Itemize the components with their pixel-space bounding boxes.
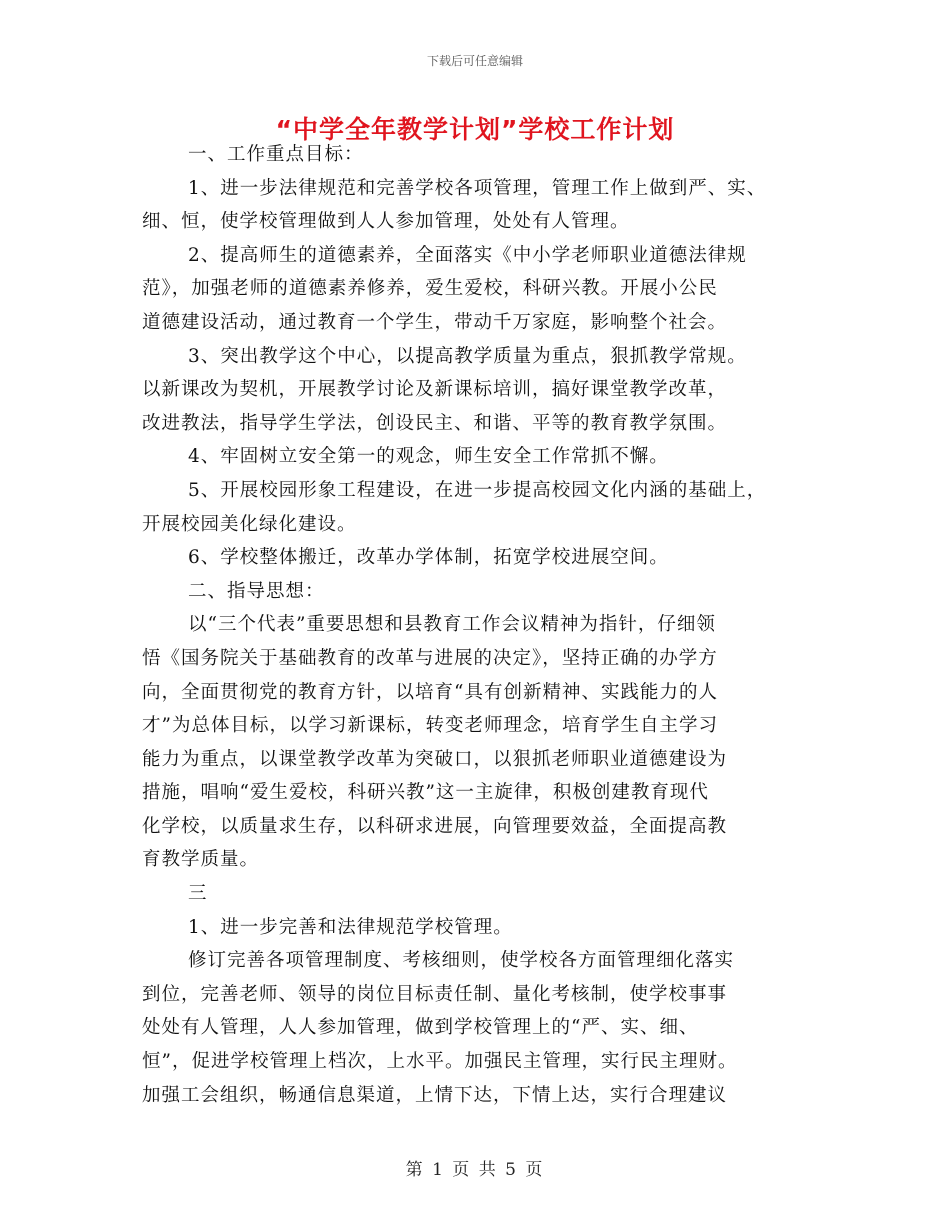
document-body bbox=[142, 138, 832, 1112]
text-line: 2、提高师生的道德素养，全面落实《中小学老师职业道德法律规 bbox=[188, 244, 747, 266]
text-line: 范》，加强老师的道德素养修养，爱生爱校，科研兴教。开展小公民 bbox=[142, 278, 718, 300]
text-line: 二、指导思想： bbox=[188, 580, 325, 602]
text-line: 化学校，以质量求生存，以科研求进展，向管理要效益，全面提高教 bbox=[142, 815, 728, 837]
text-line: 细、恒，使学校管理做到人人参加管理，处处有人管理。 bbox=[142, 211, 630, 233]
text-line: 3、突出教学这个中心，以提高教学质量为重点，狠抓教学常规。 bbox=[188, 345, 747, 367]
text-line: 修订完善各项管理制度、考核细则，使学校各方面管理细化落实 bbox=[188, 950, 735, 972]
text-line: 1、进一步完善和法律规范学校管理。 bbox=[188, 916, 513, 938]
text-line: 能力为重点，以课堂教学改革为突破口，以狠抓老师职业道德建设为 bbox=[142, 748, 728, 770]
text-line: 处处有人管理，人人参加管理，做到学校管理上的“严、实、细、 bbox=[142, 1017, 699, 1039]
text-line: 悟《国务院关于基础教育的改革与进展的决定》，坚持正确的办学方 bbox=[142, 647, 718, 669]
text-line: 4、牢固树立安全第一的观念，师生安全工作常抓不懈。 bbox=[188, 446, 669, 468]
text-line: 三 bbox=[188, 883, 208, 905]
text-line: 以新课改为契机，开展教学讨论及新课标培训，搞好课堂教学改革， bbox=[142, 379, 728, 401]
text-line: 改进教法，指导学生学法，创设民主、和谐、平等的教育教学氛围。 bbox=[142, 412, 728, 434]
page-header: 下载后可任意编辑 bbox=[426, 54, 523, 68]
text-line: 措施，唱响“爱生爱校，科研兴教”这一主旋律，积极创建教育现代 bbox=[142, 782, 709, 804]
text-line: 育教学质量。 bbox=[142, 849, 260, 871]
text-line: 才”为总体目标，以学习新课标，转变老师理念，培育学生自主学习 bbox=[142, 715, 718, 737]
text-line: 加强工会组织，畅通信息渠道，上情下达，下情上达，实行合理建议 bbox=[142, 1084, 728, 1106]
text-line: 1、进一步法律规范和完善学校各项管理，管理工作上做到严、实、 bbox=[188, 177, 767, 199]
text-line: 道德建设活动，通过教育一个学生，带动千万家庭，影响整个社会。 bbox=[142, 311, 728, 333]
text-line: 开展校园美化绿化建设。 bbox=[142, 513, 357, 535]
text-line: 以“三个代表”重要思想和县教育工作会议精神为指针，仔细领 bbox=[188, 614, 716, 636]
text-line: 5、开展校园形象工程建设，在进一步提高校园文化内涵的基础上， bbox=[188, 479, 767, 501]
text-line: 一、工作重点目标： bbox=[188, 144, 364, 165]
text-line: 到位，完善老师、领导的岗位目标责任制、量化考核制，使学校事事 bbox=[142, 983, 728, 1005]
text-line: 向，全面贯彻党的教育方针，以培育“具有创新精神、实践能力的人 bbox=[142, 681, 718, 703]
text-line: 6、学校整体搬迁，改革办学体制，拓宽学校进展空间。 bbox=[188, 547, 669, 569]
page-footer: 第 1 页 共 5 页 bbox=[405, 1160, 545, 1180]
document-title: “中学全年教学计划”学校工作计划 bbox=[275, 115, 675, 144]
text-line: 恒”，促进学校管理上档次，上水平。加强民主管理，实行民主理财。 bbox=[142, 1051, 738, 1073]
